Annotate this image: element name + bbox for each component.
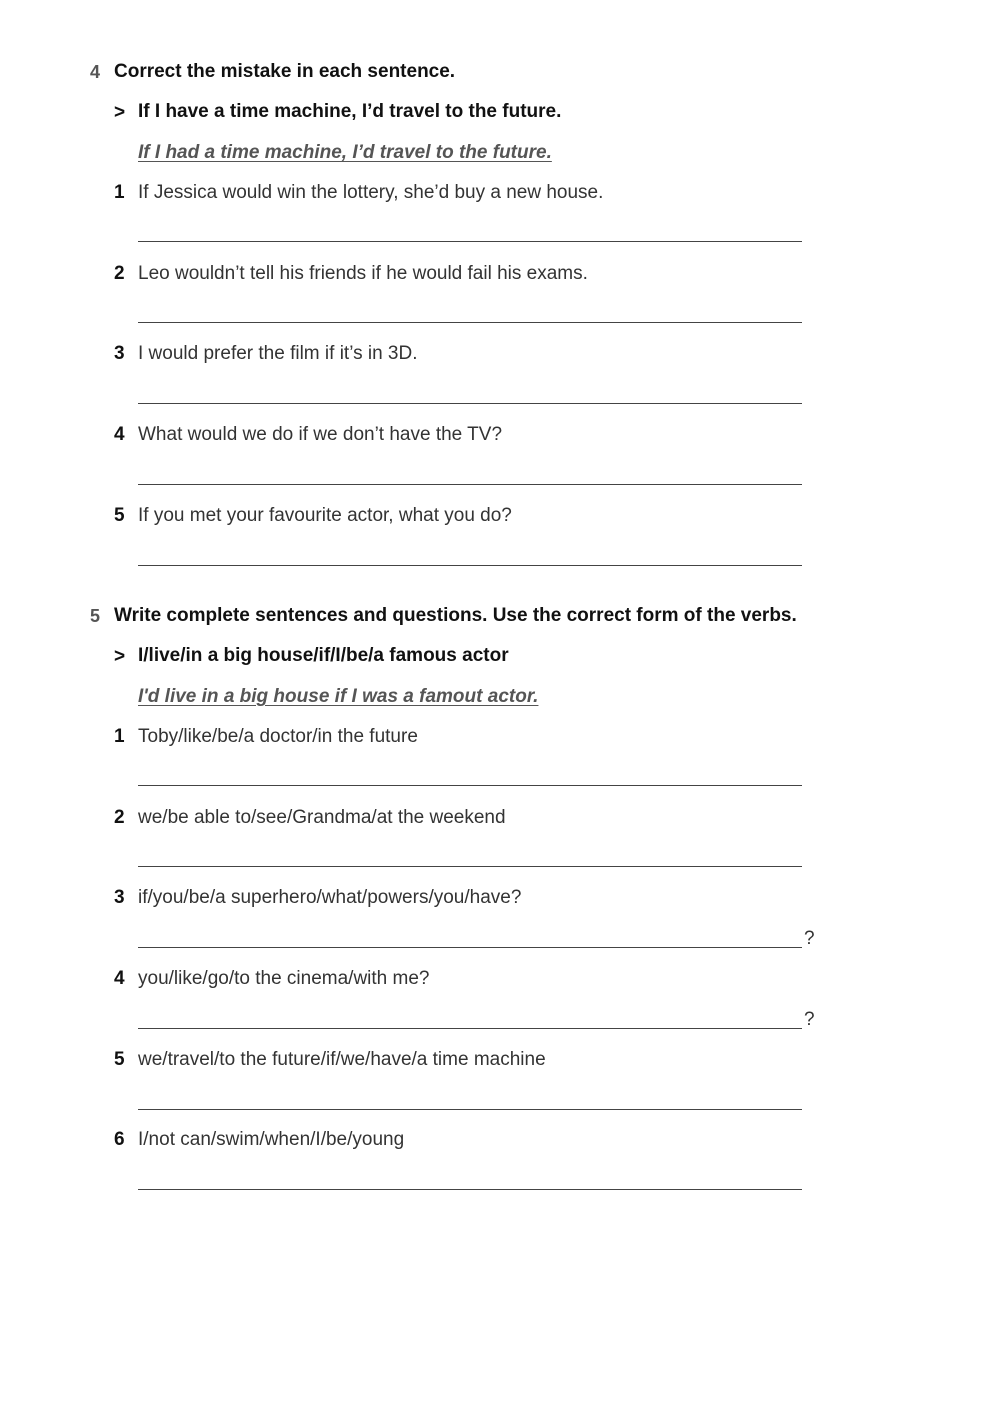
section-4-item-5-number: 5 xyxy=(114,505,125,526)
section-5-title: Write complete sentences and questions. Use the correct form of the verbs. xyxy=(114,605,797,626)
section-4-item-4-number: 4 xyxy=(114,424,125,445)
section-4-number: 4 xyxy=(90,62,101,82)
section-5-item-4-text: you/like/go/to the cinema/with me? xyxy=(138,968,430,989)
section-5-item-2-number: 2 xyxy=(114,807,125,828)
section-5-item-3-text: if/you/be/a superhero/what/powers/you/have? xyxy=(138,887,522,908)
section-4-item-3-answer-input[interactable] xyxy=(138,376,802,402)
section-4-item-3-number: 3 xyxy=(114,343,125,364)
section-5-item-2-answer-input[interactable] xyxy=(138,839,802,865)
section-5-item-6-number: 6 xyxy=(114,1129,125,1150)
section-5-number: 5 xyxy=(90,606,101,626)
section-5-item-2-answer-line xyxy=(138,866,802,867)
section-4-item-3-text: I would prefer the film if it’s in 3D. xyxy=(138,343,418,364)
section-4-item-4-answer-line xyxy=(138,484,802,485)
section-5-item-4-number: 4 xyxy=(114,968,125,989)
section-4-example-answer: If I had a time machine, I’d travel to the future. xyxy=(138,142,552,163)
section-4-item-5-answer-input[interactable] xyxy=(138,538,802,564)
section-4-item-2-number: 2 xyxy=(114,263,125,284)
section-5-item-2-text: we/be able to/see/Grandma/at the weekend xyxy=(138,807,506,828)
section-5-item-5-answer-input[interactable] xyxy=(138,1082,802,1108)
section-5-item-6-answer-line xyxy=(138,1189,802,1190)
section-5-item-6-answer-input[interactable] xyxy=(138,1162,802,1188)
section-4-item-1-text: If Jessica would win the lottery, she’d buy a new house. xyxy=(138,182,604,203)
section-4-item-5-answer-line xyxy=(138,565,802,566)
section-5-example-prompt: I/live/in a big house/if/I/be/a famous actor xyxy=(138,645,509,666)
section-5-item-1-text: Toby/like/be/a doctor/in the future xyxy=(138,726,418,747)
section-4-title: Correct the mistake in each sentence. xyxy=(114,61,456,82)
section-5-item-4-question-mark: ? xyxy=(804,1009,815,1030)
section-5-item-5-text: we/travel/to the future/if/we/have/a time machine xyxy=(138,1049,546,1070)
section-4-item-1-number: 1 xyxy=(114,182,125,203)
section-5-item-1-number: 1 xyxy=(114,726,125,747)
section-5-example-answer: I'd live in a big house if I was a famout actor. xyxy=(138,686,539,707)
section-4-example-prompt: If I have a time machine, I’d travel to the future. xyxy=(138,101,562,122)
section-4-example-marker: > xyxy=(114,102,126,123)
section-4-item-2-text: Leo wouldn’t tell his friends if he would fail his exams. xyxy=(138,263,588,284)
section-5-example-marker: > xyxy=(114,646,126,667)
section-5-item-5-answer-line xyxy=(138,1109,802,1110)
section-5-item-3-answer-input[interactable] xyxy=(138,920,802,946)
section-5-item-5-number: 5 xyxy=(114,1049,125,1070)
section-5-item-1-answer-input[interactable] xyxy=(138,758,802,784)
section-5-item-6-text: I/not can/swim/when/I/be/young xyxy=(138,1129,405,1150)
section-4-item-2-answer-line xyxy=(138,322,802,323)
section-5-item-4-answer-line xyxy=(138,1028,802,1029)
section-4-item-4-answer-input[interactable] xyxy=(138,457,802,483)
section-5-item-1-answer-line xyxy=(138,785,802,786)
section-4-item-3-answer-line xyxy=(138,403,802,404)
section-5-item-4-answer-input[interactable] xyxy=(138,1001,802,1027)
section-4-item-5-text: If you met your favourite actor, what you do? xyxy=(138,505,512,526)
section-4-item-2-answer-input[interactable] xyxy=(138,295,802,321)
section-5-item-3-answer-line xyxy=(138,947,802,948)
section-4-item-1-answer-line xyxy=(138,241,802,242)
section-4-item-1-answer-input[interactable] xyxy=(138,214,802,240)
section-4-item-4-text: What would we do if we don’t have the TV? xyxy=(138,424,503,445)
section-5-item-3-question-mark: ? xyxy=(804,928,815,949)
section-5-item-3-number: 3 xyxy=(114,887,125,908)
